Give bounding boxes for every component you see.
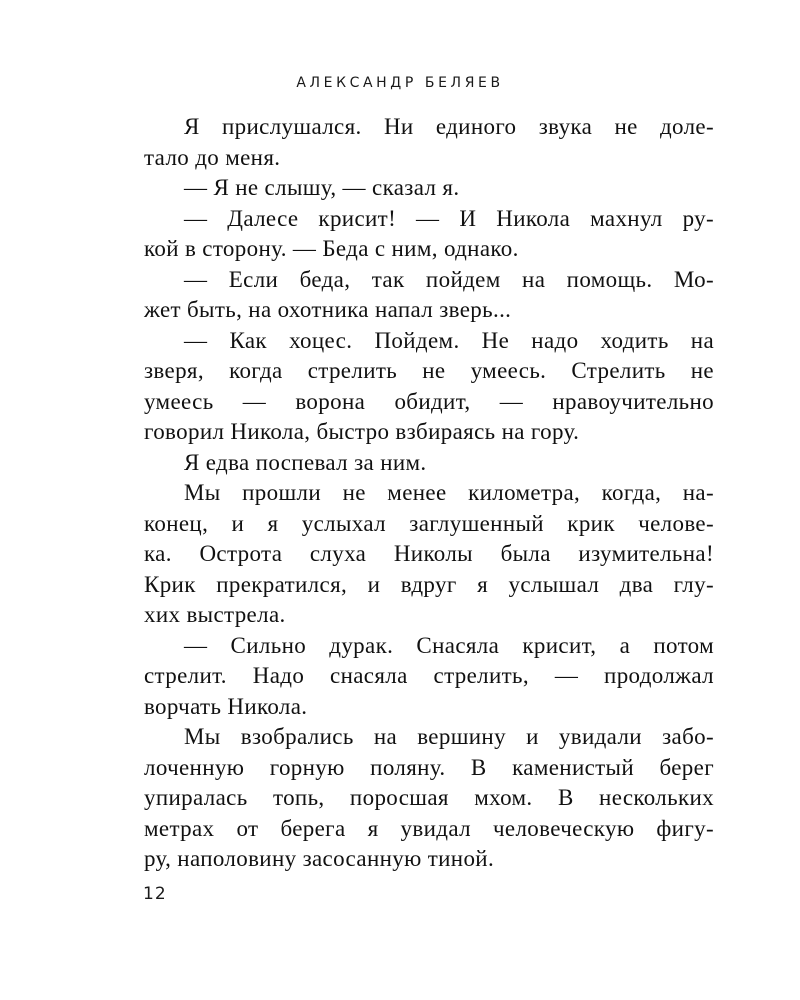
text-line: — Я не слышу, — сказал я. [184,175,460,200]
text-line: Мы взобрались на вершину и увидали забо- [184,724,714,749]
text-line: стрелит. Надо снасяла стрелить, — продолжал [144,663,714,688]
text-line: — Сильно дурак. Снасяла крисит, а потом [184,632,714,658]
text-line: Я едва поспевал за ним. [184,449,427,475]
text-line: — Как хоцес. Пойдем. Не надо ходить на [184,327,714,353]
text-line: ка. Острота слуха Николы была изумительна! [144,541,714,566]
text-line: кой в сторону. — Беда с ним, однако. [144,236,519,261]
page-number: 12 [143,884,167,904]
text-line: ру, наполовину засосанную тиной. [144,846,495,871]
text-line: лоченную горную поляну. В каменистый берег [144,754,714,780]
text-line: конец, и я услыхал заглушенный крик челове- [144,510,714,536]
text-line: зверя, когда стрелить не умеесь. Стрелить не [144,358,714,383]
text-line: упиралась топь, поросшая мхом. В нескольких [144,785,714,810]
text-line: жет быть, на охотника напал зверь... [144,297,512,322]
text-line: Мы прошли не менее километра, когда, на- [184,480,714,505]
text-line: — Далесе крисит! — И Никола махнул ру- [184,205,714,231]
body-text [144,112,714,875]
text-line: умеесь — ворона обидит, — нравоучительно [144,388,714,414]
text-line: говорил Никола, быстро взбираясь на гору. [144,419,580,444]
text-line: — Если беда, так пойдем на помощь. Мо- [184,266,714,292]
running-head: АЛЕКСАНДР БЕЛЯЕВ [296,75,504,91]
text-line: хих выстрела. [144,602,286,627]
text-line: Крик прекратился, и вдруг я услышал два глу- [144,571,714,597]
text-line: Я прислушался. Ни единого звука не доле- [184,114,714,139]
text-line: ворчать Никола. [144,693,308,719]
text-line: тало до меня. [144,144,281,170]
text-line: метрах от берега я увидал человеческую фигу- [144,815,714,841]
